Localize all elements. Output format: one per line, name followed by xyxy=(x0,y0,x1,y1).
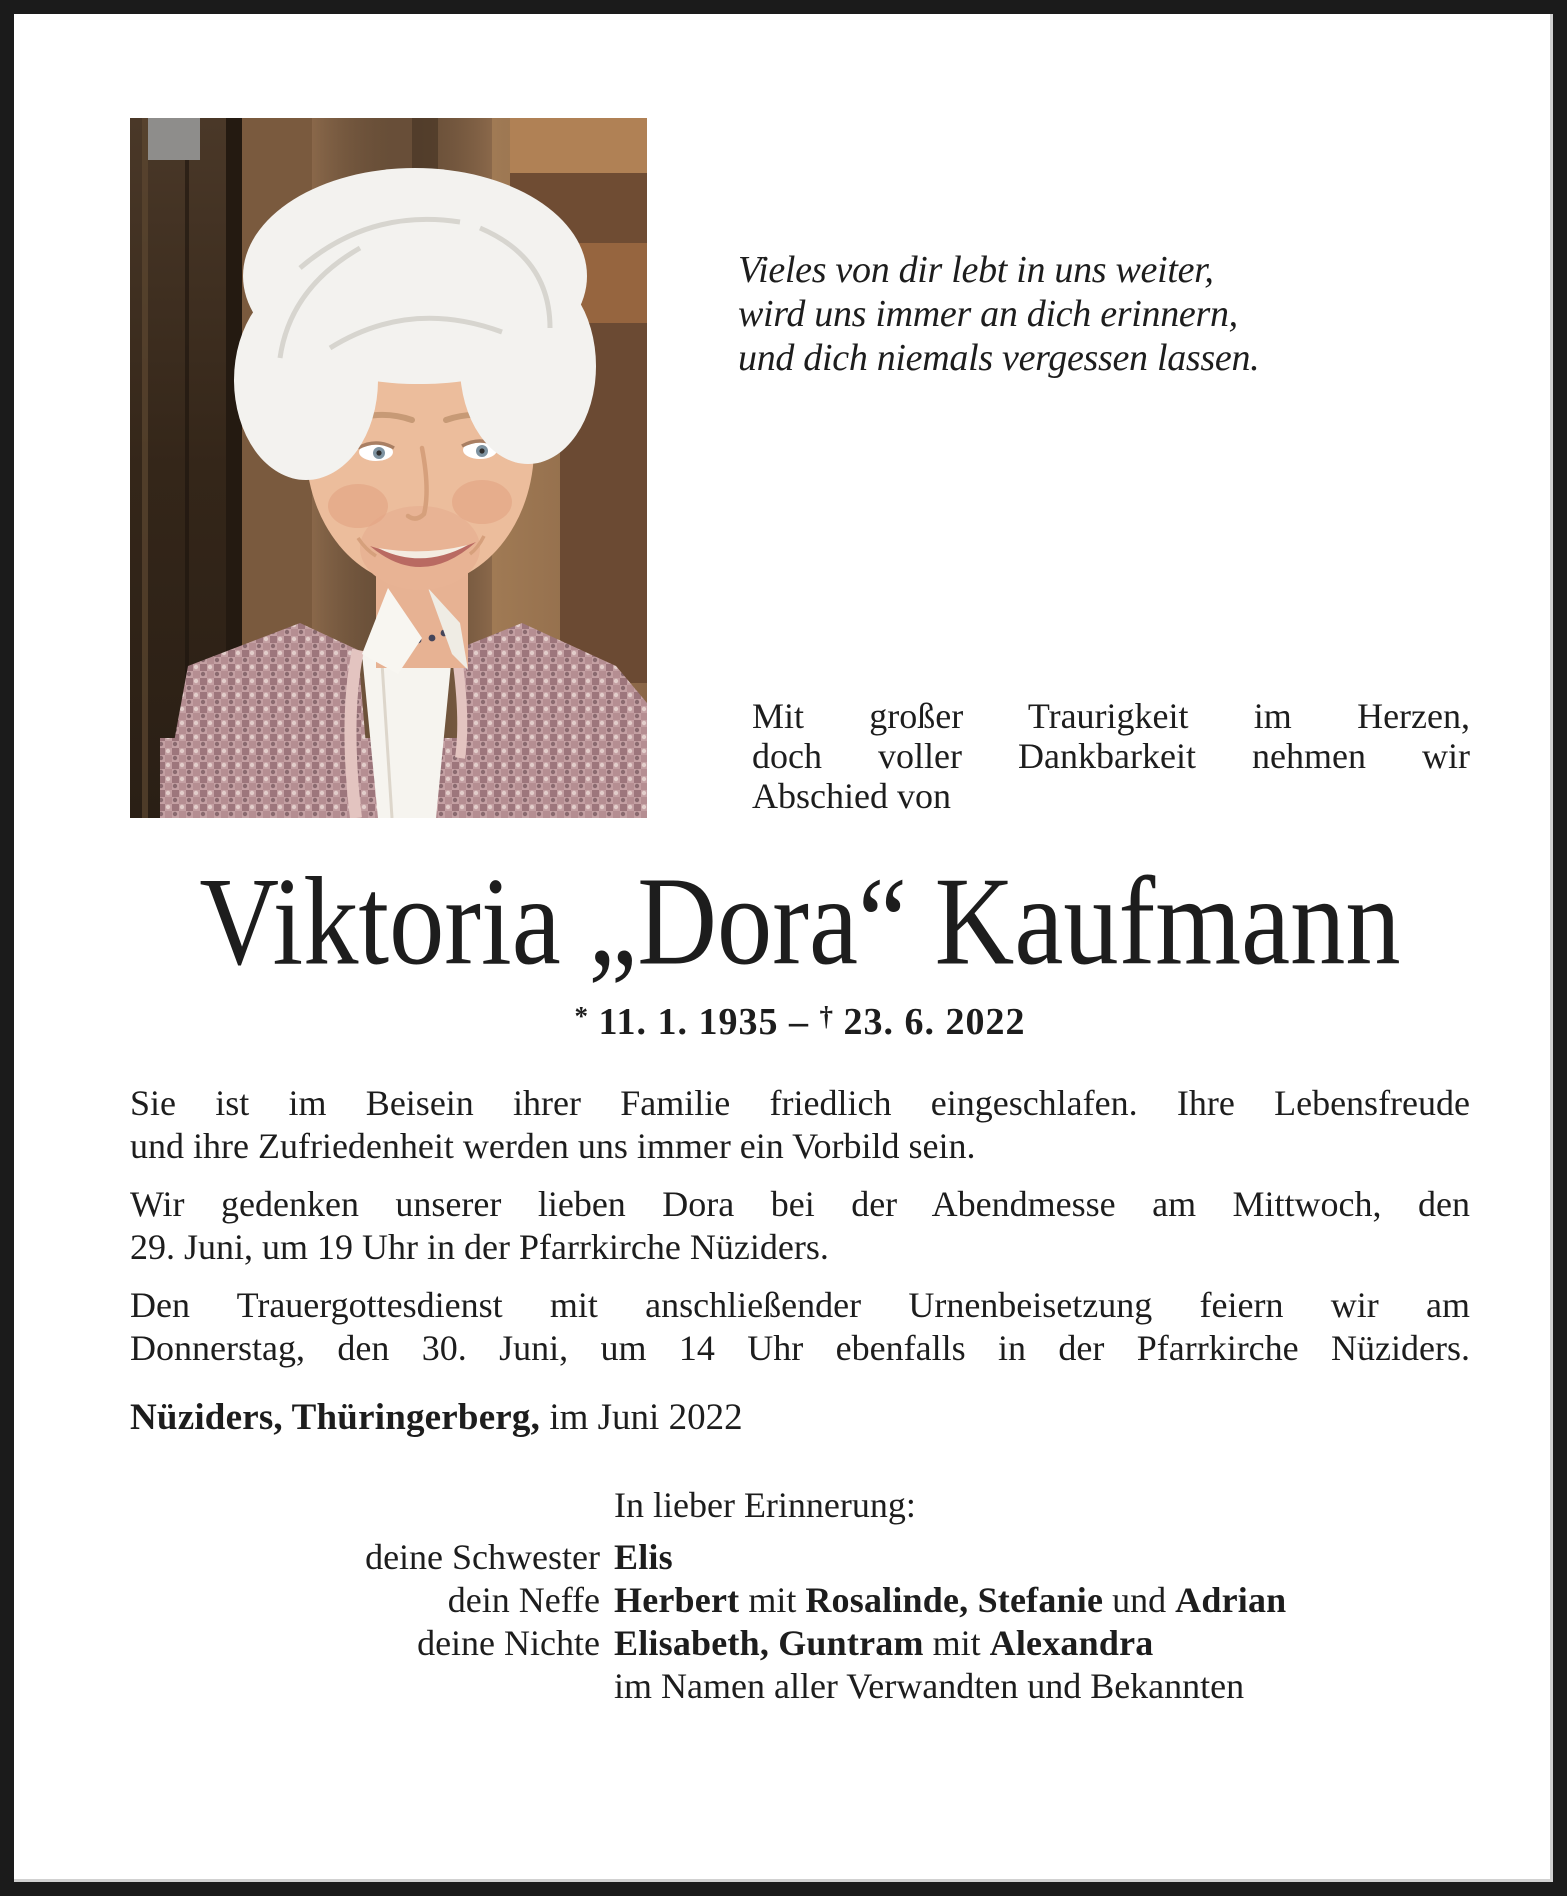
life-dates xyxy=(130,1000,1470,1044)
family-relation-label: deine Schwester xyxy=(365,1537,600,1577)
text-line: Den Trauergottesdienst mit anschließender Urnenbeisetzung feiern wir am xyxy=(130,1285,1470,1325)
family-member-name: Rosalinde, Stefanie xyxy=(805,1580,1104,1620)
family-member-name: Elisabeth, Guntram xyxy=(614,1623,924,1663)
family-names xyxy=(614,1536,673,1579)
family-member-name: Adrian xyxy=(1175,1580,1287,1620)
place-names: Nüziders, Thüringerberg, xyxy=(130,1397,541,1438)
intro-text xyxy=(752,696,1470,816)
paragraph xyxy=(130,1082,1470,1168)
family-member-name: Alexandra xyxy=(989,1623,1154,1663)
family-relation-label: dein Neffe xyxy=(447,1580,600,1620)
place-date-line xyxy=(130,1396,1470,1439)
text-line: und ihre Zufriedenheit werden uns immer ein Vorbild sein. xyxy=(130,1126,976,1166)
family-row xyxy=(130,1622,1484,1665)
place-date: im Juni 2022 xyxy=(540,1397,743,1438)
paragraph xyxy=(130,1183,1470,1269)
text-line: doch voller Dankbarkeit nehmen wir xyxy=(752,736,1470,776)
family-names xyxy=(614,1579,1286,1622)
text-line: Wir gedenken unserer lieben Dora bei der Abendmesse am Mittwoch, den xyxy=(130,1184,1470,1224)
memorial-quote xyxy=(738,248,1378,380)
family-relation-label: deine Nichte xyxy=(417,1623,600,1663)
text-line: Vieles von dir lebt in uns weiter, xyxy=(738,249,1214,291)
family-member-name: Herbert xyxy=(614,1580,740,1620)
portrait-photo-graphic xyxy=(130,118,647,818)
birth-symbol: * xyxy=(574,1001,589,1031)
text-line: wird uns immer an dich erinnern, xyxy=(738,293,1238,335)
connector-text: und xyxy=(1103,1580,1176,1620)
family-list xyxy=(130,1536,1484,1665)
connector-text: mit xyxy=(923,1623,990,1663)
death-date: 23. 6. 2022 xyxy=(843,1001,1026,1043)
text-line: 29. Juni, um 19 Uhr in der Pfarrkirche Nüziders. xyxy=(130,1227,829,1267)
text-line: Mit großer Traurigkeit im Herzen, xyxy=(752,696,1470,736)
obituary-paragraphs xyxy=(130,1082,1470,1385)
birth-date: 11. 1. 1935 xyxy=(598,1001,779,1043)
closing-line: im Namen aller Verwandten und Bekannten xyxy=(614,1666,1245,1706)
paragraph xyxy=(130,1284,1470,1370)
text-line: Sie ist im Beisein ihrer Familie friedlich eingeschlafen. Ihre Lebensfreude xyxy=(130,1083,1470,1123)
family-member-name: Elis xyxy=(614,1537,673,1577)
text-line: Donnerstag, den 30. Juni, um 14 Uhr ebenfalls in der Pfarrkirche Nüziders. xyxy=(130,1328,1470,1368)
dates-separator: – xyxy=(788,1001,809,1043)
text-line: und dich niemals vergessen lassen. xyxy=(738,337,1260,379)
family-row xyxy=(130,1536,1484,1579)
family-row xyxy=(130,1579,1484,1622)
family-names xyxy=(614,1622,1153,1665)
text-line: Abschied von xyxy=(752,776,951,816)
portrait-photo xyxy=(130,118,647,818)
connector-text: mit xyxy=(739,1580,806,1620)
remembrance-header: In lieber Erinnerung: xyxy=(614,1485,916,1525)
death-symbol: † xyxy=(819,1001,833,1031)
deceased-name: Viktoria „Dora“ Kaufmann xyxy=(199,851,1401,991)
